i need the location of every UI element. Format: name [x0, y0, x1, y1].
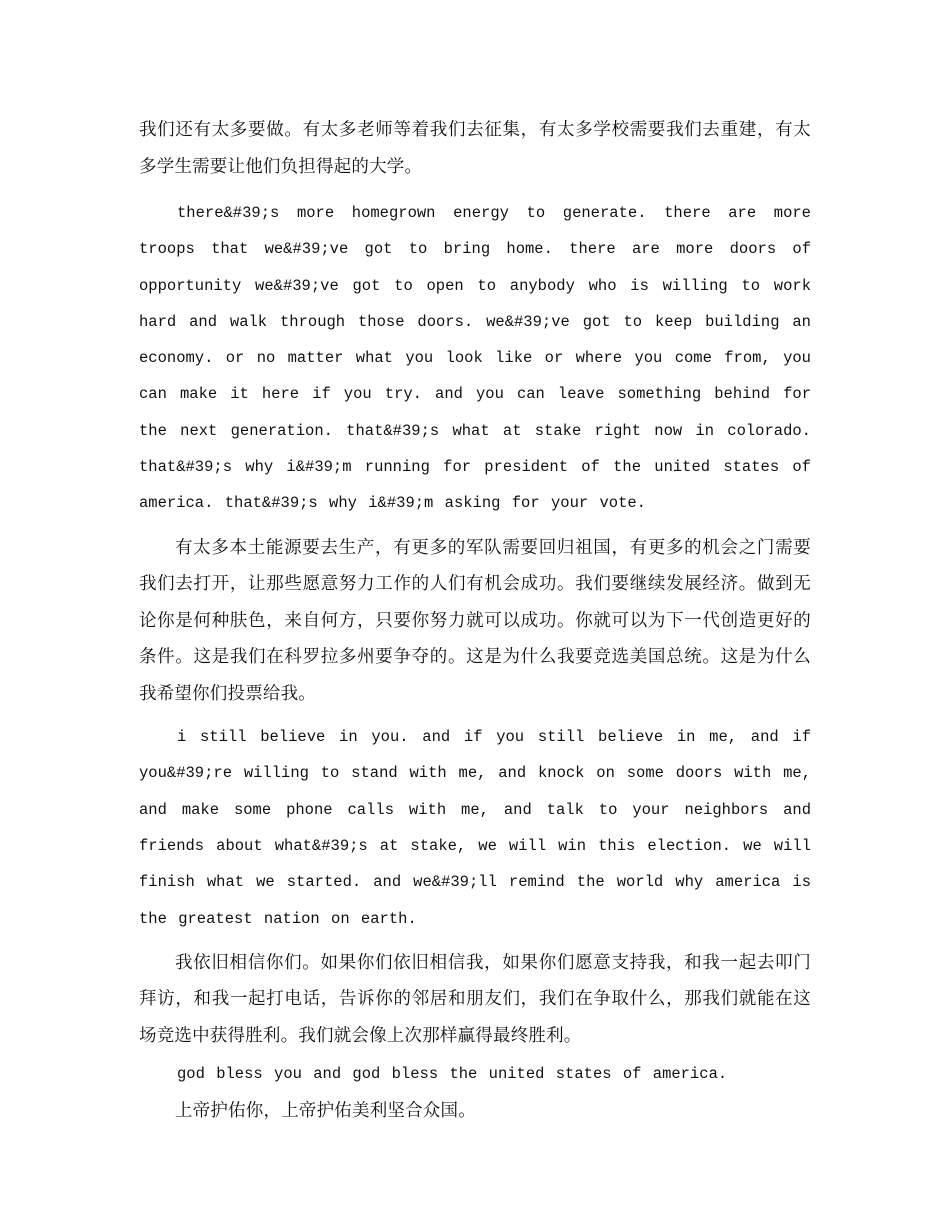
paragraph-chinese-1: 我们还有太多要做。有太多老师等着我们去征集，有太多学校需要我们去重建，有太多学生需要让他们负担得起的大学。: [139, 120, 811, 177]
paragraph-chinese-4: 上帝护佑你，上帝护佑美利坚合众国。: [175, 1100, 476, 1121]
document-body: [139, 112, 811, 1129]
paragraph-chinese-3: 我依旧相信你们。如果你们依旧相信我，如果你们愿意支持我，和我一起去叩门拜访，和我一起打电话，告诉你的邻居和朋友们，我们在争取什么，那我们就能在这场竞选中获得胜利。我们就会像上次那样赢得最终胜利。: [139, 952, 811, 1046]
paragraph-chinese-2: 有太多本土能源要去生产，有更多的军队需要回归祖国，有更多的机会之门需要我们去打开，让那些愿意努力工作的人们有机会成功。我们要继续发展经济。做到无论你是何种肤色，来自何方，只要你努力就可以成功。你就可以为下一代创造更好的条件。这是我们在科罗拉多州要争夺的。这是为什么我要竞选美国总统。这是为什么我希望你们投票给我。: [139, 537, 811, 704]
paragraph-english-1: there&#39;s more homegrown energy to generate. there are more troops that we&#39;ve got to bring home. there are more doors of opportunity we&#39;ve got to open to anybody who is willing to work hard and walk through those doors. we&#39;ve got to keep building an economy. or no matter what you look like or where you come from, you can make it here if you try. and you can leave something behind for the next generation. that&#39;s what at stake right now in colorado. that&#39;s why i&#39;m running for president of the united states of america. that&#39;s why i&#39;m asking for your vote.: [139, 204, 811, 513]
paragraph-english-2: i still believe in you. and if you still believe in me, and if you&#39;re willing to stand with me, and knock on some doors with me, and make some phone calls with me, and talk to your neighbors and friends about what&#39;s at stake, we will win this election. we will finish what we started. and we&#39;ll remind the world why america is the greatest nation on earth.: [139, 728, 811, 928]
paragraph-english-3: god bless you and god bless the united states of america.: [177, 1065, 728, 1084]
